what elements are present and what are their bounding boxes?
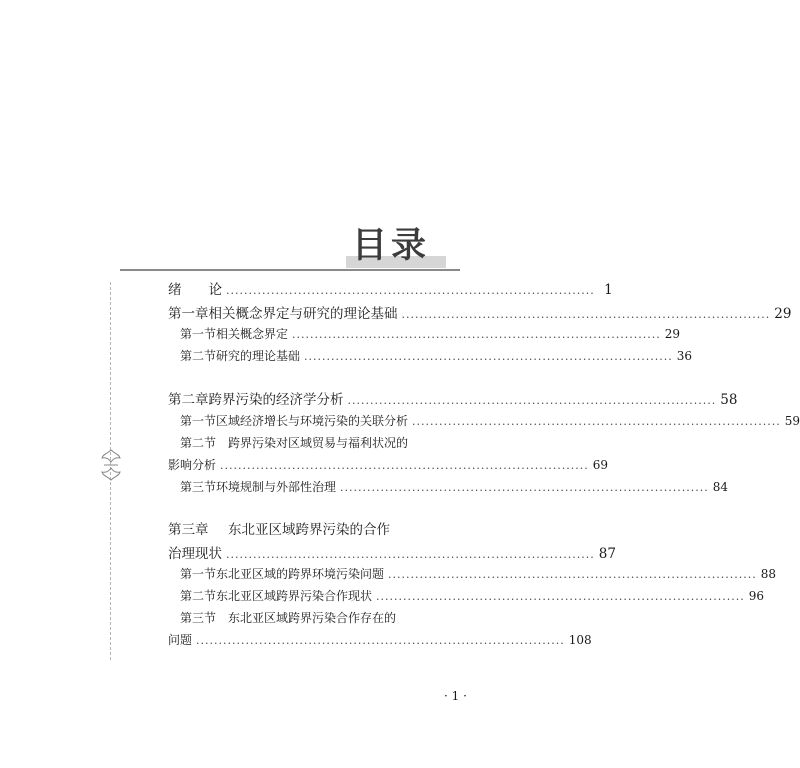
section-title: 环境规制与外部性治理: [216, 480, 337, 494]
page-ref: 36: [676, 349, 693, 363]
page-ref: 69: [592, 458, 609, 472]
page-ref: 87: [598, 546, 616, 562]
leader-dots: ..................................................................................: [340, 481, 709, 494]
leader-dots: ..................................................................................: [196, 634, 565, 647]
toc-entry-chapter-3-continued[interactable]: [168, 542, 616, 562]
section-label: 第二节: [180, 589, 217, 603]
title-block: [346, 226, 446, 268]
leader-dots: ..................................................................................: [376, 590, 745, 603]
section-label: 第二节: [180, 349, 217, 363]
section-title: 相关概念界定: [216, 327, 289, 341]
section-title: 东北亚区域跨界污染合作现状: [216, 589, 373, 603]
page-ref: 96: [748, 589, 765, 603]
toc-entry-section[interactable]: [168, 412, 800, 429]
page-ref: 1: [604, 282, 613, 298]
toc-entry-section[interactable]: [168, 587, 765, 604]
section-label: 第三节: [180, 611, 217, 625]
leader-dots: ..................................................................................: [412, 415, 781, 428]
section-title: 跨界污染对区域贸易与福利状况的: [228, 436, 409, 450]
toc-entry-section[interactable]: [168, 434, 464, 451]
leader-dots: ..................................................................................: [226, 548, 595, 561]
toc-entry-chapter-2[interactable]: [168, 388, 738, 408]
section-label: 第一节: [180, 414, 217, 428]
chapter-title: 相关概念界定与研究的理论基础: [208, 306, 398, 322]
leader-dots: ..................................................................................: [304, 350, 673, 363]
section-title-continued: 影响分析: [168, 458, 217, 472]
toc-entry-section[interactable]: [168, 565, 777, 582]
page-ref: 88: [760, 567, 777, 581]
toc-entry-intro[interactable]: [168, 278, 613, 298]
toc-entry-section[interactable]: [168, 478, 729, 495]
section-label: 第三节: [180, 480, 217, 494]
leader-dots: ..................................................................................: [388, 568, 757, 581]
section-label: 第一节: [180, 327, 217, 341]
page-ref: 59: [784, 414, 800, 428]
page-ref: 29: [774, 306, 792, 322]
leader-dots: ..................................................................................: [292, 328, 661, 341]
entry-label: 绪 论: [168, 282, 222, 298]
leader-dots: ..................................................................................: [226, 284, 595, 297]
section-title: 研究的理论基础: [216, 349, 301, 363]
page-ref: 29: [664, 327, 681, 341]
section-title: 东北亚区域的跨界环境污染问题: [216, 567, 385, 581]
toc-entry-section[interactable]: [168, 347, 693, 364]
section-title: 区域经济增长与环境污染的关联分析: [216, 414, 409, 428]
chapter-label: 第二章: [168, 392, 209, 408]
chapter-title: 跨界污染的经济学分析: [208, 392, 344, 408]
leader-dots: ..................................................................................: [347, 394, 717, 407]
toc-entry-chapter-1[interactable]: [168, 302, 792, 322]
toc-entry-section-continued[interactable]: [168, 456, 609, 473]
chapter-label: 第三章: [168, 522, 209, 538]
page-ref: 84: [712, 480, 729, 494]
title-rule: [120, 269, 460, 271]
section-title: 东北亚区域跨界污染合作存在的: [228, 611, 397, 625]
leader-dots: ..................................................................................: [220, 459, 589, 472]
page-number: · 1 ·: [444, 689, 467, 703]
page-ref: 108: [568, 633, 592, 647]
section-title-continued: 问题: [168, 633, 193, 647]
toc-entry-section[interactable]: [168, 325, 681, 342]
leader-dots: ..................................................................................: [401, 308, 771, 321]
section-label: 第二节: [180, 436, 217, 450]
chapter-title-continued: 治理现状: [168, 546, 222, 562]
chapter-label: 第一章: [168, 306, 209, 322]
section-label: 第一节: [180, 567, 217, 581]
ornament-icon: [100, 448, 122, 482]
toc-entry-chapter-3[interactable]: [168, 518, 464, 538]
page-title: 目录: [352, 226, 431, 266]
toc-entry-section[interactable]: [168, 609, 464, 626]
toc-entry-section-continued[interactable]: [168, 631, 592, 648]
chapter-title: 东北亚区域跨界污染的合作: [228, 522, 390, 538]
page-ref: 58: [720, 392, 738, 408]
